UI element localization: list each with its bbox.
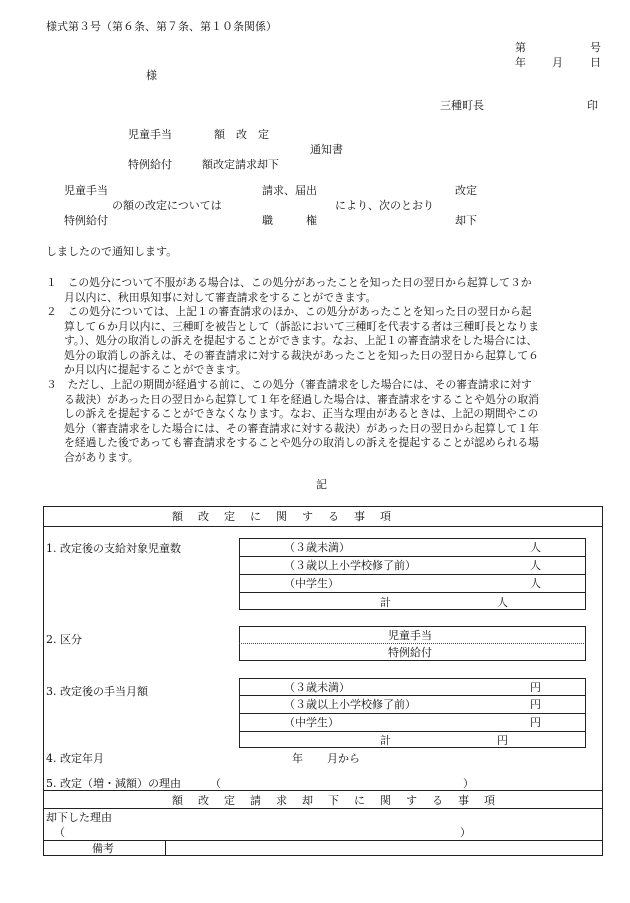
note-number: ３ (46, 378, 57, 391)
category-special-allowance: 特例給付 (388, 646, 432, 659)
note-3 (46, 378, 606, 466)
divider (239, 695, 586, 696)
form-number: 様式第３号（第６条、第７条、第１０条関係） (46, 20, 277, 33)
title-rejection: 額改定請求却下 (202, 158, 279, 171)
title-child-allowance: 児童手当 (128, 128, 172, 141)
title-special-allowance: 特例給付 (128, 158, 172, 171)
item4-label: 4. 改定年月 (46, 752, 104, 765)
date-day: 日 (590, 56, 601, 69)
note-1 (46, 276, 606, 305)
children-row-label: （３歳未満） (284, 541, 350, 554)
date-month: 月 (552, 56, 563, 69)
children-row-label: （中学生） (284, 577, 339, 590)
rejection-reason-label: 却下した理由 (46, 811, 112, 824)
statement-closing: しましたので通知します。 (46, 245, 178, 258)
note-line: を経過した後であっても審査請求をすることや処分の取消しの訴えを提起することが認められる場 (64, 436, 539, 450)
divider (43, 790, 603, 791)
item1-label: 1. 改定後の支給対象児童数 (46, 542, 181, 555)
paren-open: （ (210, 777, 221, 790)
statement-rejected: 却下 (455, 214, 477, 227)
note-line: る裁決）があった日の翌日から起算して１年を経過した場合は、審査請求をすることや処分の取消 (64, 392, 539, 406)
note-line: この処分について不服がある場合は、この処分があったことを知った日の翌日から起算して３か (67, 276, 532, 289)
statement-child-allowance: 児童手当 (64, 184, 108, 197)
divider (239, 713, 586, 714)
statement-result: により、次のとおり (335, 199, 434, 212)
amount-row-label: （中学生） (284, 716, 339, 729)
statement-revised: 改定 (455, 184, 477, 197)
note-line: しの訴えを提起することができなくなります。なお、正当な理由があるときは、上記の期間やこの (64, 407, 539, 421)
amount-row-label: （３歳未満） (284, 681, 350, 694)
divider (43, 526, 603, 527)
note-line: 処分の取消しの訴えは、その審査請求に対する裁決があったことを知った日の翌日から起算して６ (64, 348, 539, 362)
person-unit: 人 (530, 559, 541, 572)
doc-number-prefix: 第 (515, 41, 526, 54)
divider (43, 808, 603, 809)
section1-heading: 額改定に関する事項 (172, 510, 406, 523)
children-row-label: （３歳以上小学校修了前） (284, 559, 416, 572)
statement-authority: 職 権 (262, 214, 317, 227)
recipient-honorific: 様 (146, 69, 157, 82)
yen-unit: 円 (530, 681, 541, 694)
person-unit: 人 (530, 577, 541, 590)
divider (165, 840, 166, 856)
title-notice: 通知書 (310, 143, 343, 156)
note-2 (46, 305, 606, 378)
note-number: ２ (46, 305, 57, 318)
note-line: 合があります。 (64, 450, 139, 464)
item4-month: 月から (327, 752, 360, 765)
statement-middle: の額の改定については (112, 199, 222, 212)
person-unit: 人 (530, 541, 541, 554)
divider (239, 643, 586, 644)
paren-open: （ (54, 826, 65, 839)
date-year: 年 (515, 56, 526, 69)
divider (43, 840, 603, 841)
yen-unit: 円 (530, 698, 541, 711)
statement-special-allowance: 特例給付 (64, 214, 108, 227)
divider (239, 592, 586, 593)
amount-total-label: 計 (380, 734, 391, 747)
section2-heading: 額改定請求却下に関する事項 (172, 794, 510, 807)
seal-mark: 印 (587, 99, 598, 112)
item5-label: 5. 改定（増・減額）の理由 (46, 777, 181, 790)
issuer-name: 三種町長 (440, 99, 484, 112)
divider (239, 556, 586, 557)
item2-label: 2. 区分 (46, 633, 82, 646)
note-line: 処分（審査請求をした場合には、その審査請求に対する裁決）があった日の翌日から起算して１年 (64, 421, 539, 435)
title-revision: 額 改 定 (214, 128, 269, 141)
paren-close: ） (460, 826, 471, 839)
note-line: す。）、処分の取消しの訴えを提起することができます。なお、上記１の審査請求をした場合には、 (64, 334, 538, 348)
paren-close: ） (463, 777, 474, 790)
note-line: か月以内に提起することができます。 (64, 363, 247, 377)
yen-unit: 円 (530, 716, 541, 729)
divider (239, 731, 586, 732)
category-child-allowance: 児童手当 (388, 629, 432, 642)
item3-label: 3. 改定後の手当月額 (46, 685, 148, 698)
remarks-label: 備考 (92, 842, 114, 855)
note-line: 算して６か月以内に、三種町を被告として（訴訟において三種町を代表する者は三種町長となりま (64, 319, 540, 333)
note-number: １ (46, 276, 57, 289)
divider (239, 574, 586, 575)
item4-year: 年 (292, 752, 303, 765)
ki-mark: 記 (316, 478, 327, 491)
statement-request: 請求、届出 (262, 184, 317, 197)
children-total-label: 計 (380, 596, 391, 609)
note-line: ただし、上記の期間が経過する前に、この処分（審査請求をした場合には、その審査請求に対す (67, 378, 532, 391)
note-line: この処分については、上記１の審査請求のほか、この処分があったことを知った日の翌日から起 (67, 305, 532, 318)
note-line: 月以内に、秋田県知事に対して審査請求をすることができます。 (64, 290, 377, 304)
amount-row-label: （３歳以上小学校修了前） (284, 698, 416, 711)
person-unit: 人 (497, 596, 508, 609)
yen-unit: 円 (497, 734, 508, 747)
doc-number-suffix: 号 (590, 41, 601, 54)
